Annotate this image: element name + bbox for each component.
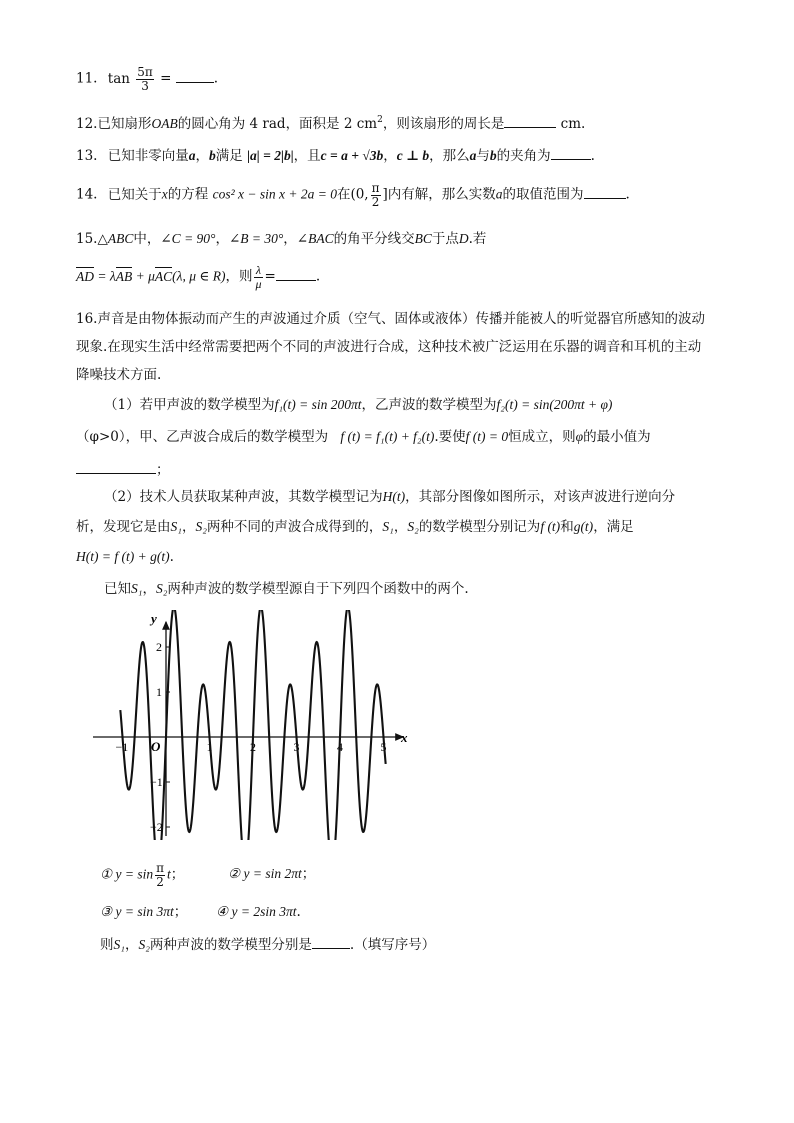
q16-sub-2-cont: 析，发现它是由S₁，S₂两种不同的声波合成得到的，S₁，S₂的数学模型分别记为f (t)和g(t)，满足 (76, 519, 634, 535)
wave-graph (85, 610, 420, 840)
option-3: ③ y = sin 3πt； (100, 904, 188, 920)
answer-blank[interactable] (551, 147, 591, 160)
answer-blank[interactable] (584, 186, 626, 199)
final-question: 则S₁，S₂两种声波的数学模型分别是 .（填写序号） (100, 937, 436, 953)
option-2: ② y = sin 2πt； (228, 866, 316, 882)
q16-para-3: 降噪技术方面. (76, 367, 162, 383)
y-tick-label: −1 (150, 775, 163, 789)
q16-sub-1-blank: ； (76, 461, 170, 478)
fraction: $\frac{5\pi}{3}$ (137, 65, 153, 93)
question-14: 14. 已知关于x的方程 cos² x − sin x + 2a = 0在(0, $\frac{\pi}{2}$ ]内有解，那么实数a的取值范围为 . (76, 181, 630, 209)
question-13: 13. 已知非零向量a，b满足 |a| = 2|b|，且c = a + √3b，c ⊥ b，那么a与b的夹角为 . (76, 148, 595, 164)
answer-blank[interactable] (312, 936, 350, 949)
q16-para-1: 16.声音是由物体振动而产生的声波通过介质（空气、固体或液体）传播并能被人的听觉器官所感知的波动 (76, 311, 705, 327)
option-4: ④ y = 2sin 3πt. (216, 904, 301, 920)
x-tick-label: 3 (293, 740, 300, 754)
x-tick-label: 5 (380, 740, 387, 754)
question-15-line-1: 15.△ABC中，∠C = 90°，∠B = 30°，∠BAC的角平分线交BC于点D.若 (76, 231, 487, 247)
q16-sub-2-eq: H(t) = f (t) + g(t). (76, 549, 174, 565)
y-tick-label: 2 (156, 640, 162, 654)
answer-blank[interactable] (76, 461, 156, 474)
question-12: 12.已知扇形OAB的圆心角为 4 rad，面积是 2 $cm^2$，则该扇形的周长是 cm. (76, 115, 586, 132)
question-11: 11. tan $\frac{5\pi}{3}$ = . (76, 65, 218, 93)
answer-blank[interactable] (504, 115, 556, 128)
q16-sub-2: （2）技术人员获取某种声波，其数学模型记为H(t)，其部分图像如图所示，对该声波进行逆向分 (104, 489, 676, 505)
y-tick-label: −2 (150, 820, 163, 834)
q16-given: 已知S₁，S₂两种声波的数学模型源自于下列四个函数中的两个. (104, 581, 469, 597)
x-tick-label: 2 (250, 740, 256, 754)
answer-blank[interactable] (176, 70, 214, 83)
option-1: ① y = sin $\frac{\pi}{2}$ t； (100, 861, 185, 889)
x-tick-label: −1 (115, 740, 129, 754)
q16-sub-1: （1）若甲声波的数学模型为f₁(t) = sin 200πt，乙声波的数学模型为f₂(t) = sin(200πt + φ) (104, 397, 613, 413)
answer-blank[interactable] (276, 268, 316, 281)
y-tick-label: 1 (156, 685, 162, 699)
origin-label: O (151, 739, 161, 754)
q16-sub-1-cont: （φ>0），甲、乙声波合成后的数学模型为 f (t) = f₁(t) + f₂(t).要使f (t) = 0恒成立，则φ的最小值为 (76, 429, 651, 445)
y-axis-label: y (151, 611, 157, 626)
question-15-line-2: AD = λAB + μAC(λ, μ ∈ R)，则 $\frac{\lambda}{\mu}$ = . (76, 263, 321, 291)
x-tick-label: 4 (337, 740, 343, 754)
q16-para-2: 现象.在现实生活中经常需要把两个不同的声波进行合成，这种技术被广泛运用在乐器的调音和耳机的主动 (76, 339, 702, 355)
x-tick-label: 1 (206, 740, 213, 754)
x-axis-label: x (401, 730, 408, 745)
